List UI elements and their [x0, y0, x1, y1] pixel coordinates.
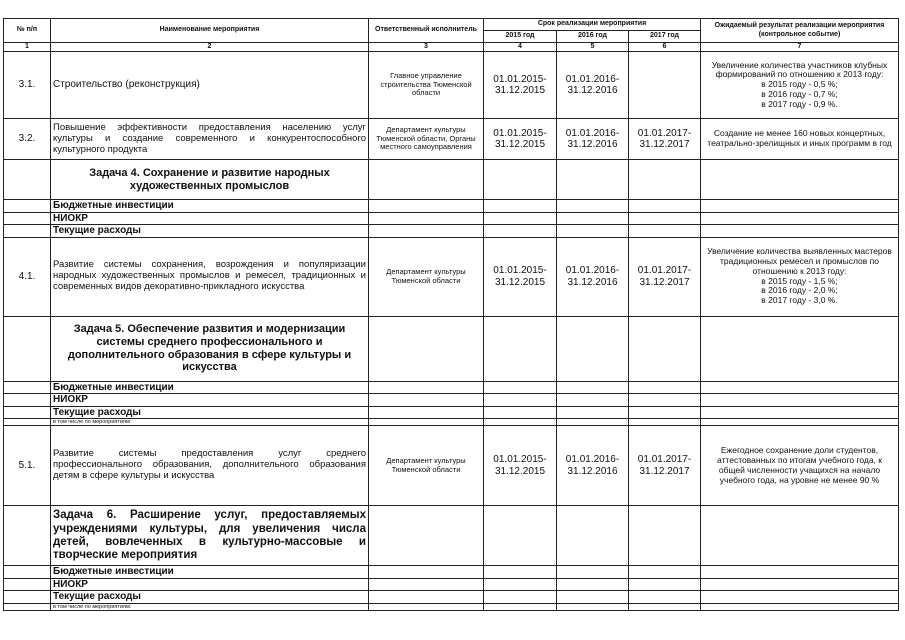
budget-label: Бюджетные инвестиции	[51, 381, 369, 394]
row-number: 5.1.	[4, 426, 51, 506]
table-row	[4, 426, 899, 506]
row-result	[701, 52, 899, 119]
col-number: 5	[557, 43, 629, 52]
row-number: 3.1.	[4, 52, 51, 119]
result-line: в 2015 году - 1,5 %;	[761, 275, 838, 286]
row-executor: Главное управление строительства Тюменской области	[369, 52, 484, 119]
table-row	[4, 52, 899, 119]
row-number: 3.2.	[4, 119, 51, 160]
result-line: в 2015 году - 0,5 %;	[761, 79, 838, 90]
current-expenses-label: Текущие расходы	[51, 591, 369, 604]
result-line: Увеличение количества выявленных мастеров традиционных ремесел и промыслов по отношению к 2013 году:	[707, 246, 892, 276]
row-executor: Департамент культуры Тюменской области	[369, 237, 484, 316]
row-period-2017: 01.01.2017-31.12.2017	[629, 426, 701, 506]
col-number: 7	[701, 43, 899, 52]
col-name-header: Наименование мероприятия	[51, 19, 369, 43]
events-table	[3, 18, 899, 611]
row-period-2015: 01.01.2015-31.12.2015	[484, 52, 557, 119]
col-result-header: Ожидаемый результат реализации мероприятия (контрольное событие)	[701, 19, 899, 43]
row-period-2016: 01.01.2016-31.12.2016	[557, 52, 629, 119]
row-number: 4.1.	[4, 237, 51, 316]
col-number: 4	[484, 43, 557, 52]
budget-label: Бюджетные инвестиции	[51, 566, 369, 579]
col-number: 1	[4, 43, 51, 52]
row-name: Развитие системы предоставления услуг среднего профессионального образования, дополнительного образования детям в сфере культуры и искусства	[51, 426, 369, 506]
result-line: в 2016 году - 2,0 %;	[761, 285, 838, 296]
col-2016-header: 2016 год	[557, 31, 629, 43]
table-row	[4, 237, 899, 316]
row-executor: Департамент культуры Тюменской области, Органы местного самоуправления	[369, 119, 484, 160]
row-result	[701, 237, 899, 316]
including-note: в том числе по мероприятиям:	[51, 603, 369, 610]
row-period-2016: 01.01.2016-31.12.2016	[557, 426, 629, 506]
result-line: в 2017 году - 0,9 %.	[761, 98, 838, 109]
row-name: Строительство (реконструкция)	[51, 52, 369, 119]
row-result: Ежегодное сохранение доли студентов, аттестованных по итогам учебного года, к общей численности учащихся на начало учебного года, на уровне не менее 90 %	[701, 426, 899, 506]
row-executor: Департамент культуры Тюменской области	[369, 426, 484, 506]
col-number: 3	[369, 43, 484, 52]
row-name: Повышение эффективности предоставления населению услуг культуры и создание современного и конкурентоспособного культурного продукта	[51, 119, 369, 160]
row-result: Создание не менее 160 новых концертных, театрально-зрелищных и иных программ в год	[701, 119, 899, 160]
col-exec-header: Ответственный исполнитель	[369, 19, 484, 43]
niokr-label: НИОКР	[51, 212, 369, 225]
row-period-2015: 01.01.2015-31.12.2015	[484, 237, 557, 316]
row-period-2015: 01.01.2015-31.12.2015	[484, 426, 557, 506]
row-period-2015: 01.01.2015-31.12.2015	[484, 119, 557, 160]
current-expenses-label: Текущие расходы	[51, 225, 369, 238]
row-name: Развитие системы сохранения, возрождения и популяризации народных художественных промыслов и ремесел, традиционных и современных видов декоративно-прикладного искусства	[51, 237, 369, 316]
result-line: в 2016 году - 0,7 %;	[761, 88, 838, 99]
niokr-label: НИОКР	[51, 394, 369, 407]
row-period-2016: 01.01.2016-31.12.2016	[557, 119, 629, 160]
col-period-header: Срок реализации мероприятия	[484, 19, 701, 31]
result-line: в 2017 году - 3,0 %.	[761, 295, 838, 306]
row-period-2017: 01.01.2017-31.12.2017	[629, 119, 701, 160]
result-line: Увеличение количества участников клубных формирований по отношению к 2013 году:	[711, 59, 888, 80]
col-2015-header: 2015 год	[484, 31, 557, 43]
row-period-2017: 01.01.2017-31.12.2017	[629, 237, 701, 316]
row-period-2016: 01.01.2016-31.12.2016	[557, 237, 629, 316]
including-note: в том числе по мероприятиям:	[51, 419, 369, 426]
niokr-label: НИОКР	[51, 578, 369, 591]
col-number: 2	[51, 43, 369, 52]
row-period-2017	[629, 52, 701, 119]
table-row	[4, 119, 899, 160]
current-expenses-label: Текущие расходы	[51, 406, 369, 419]
task-heading: Задача 4. Сохранение и развитие народных художественных промыслов	[51, 160, 369, 200]
col-number: 6	[629, 43, 701, 52]
col-num-header: № п/п	[4, 19, 51, 43]
col-2017-header: 2017 год	[629, 31, 701, 43]
budget-label: Бюджетные инвестиции	[51, 200, 369, 213]
task-heading: Задача 6. Расширение услуг, предоставляемых учреждениями культуры, для увеличения числа детей, вовлеченных в культурно-массовые и творческие мероприятия	[51, 506, 369, 566]
task-heading: Задача 5. Обеспечение развития и модернизации системы среднего профессионального и дополнительного образования в сфере культуры и искусства	[51, 316, 369, 381]
